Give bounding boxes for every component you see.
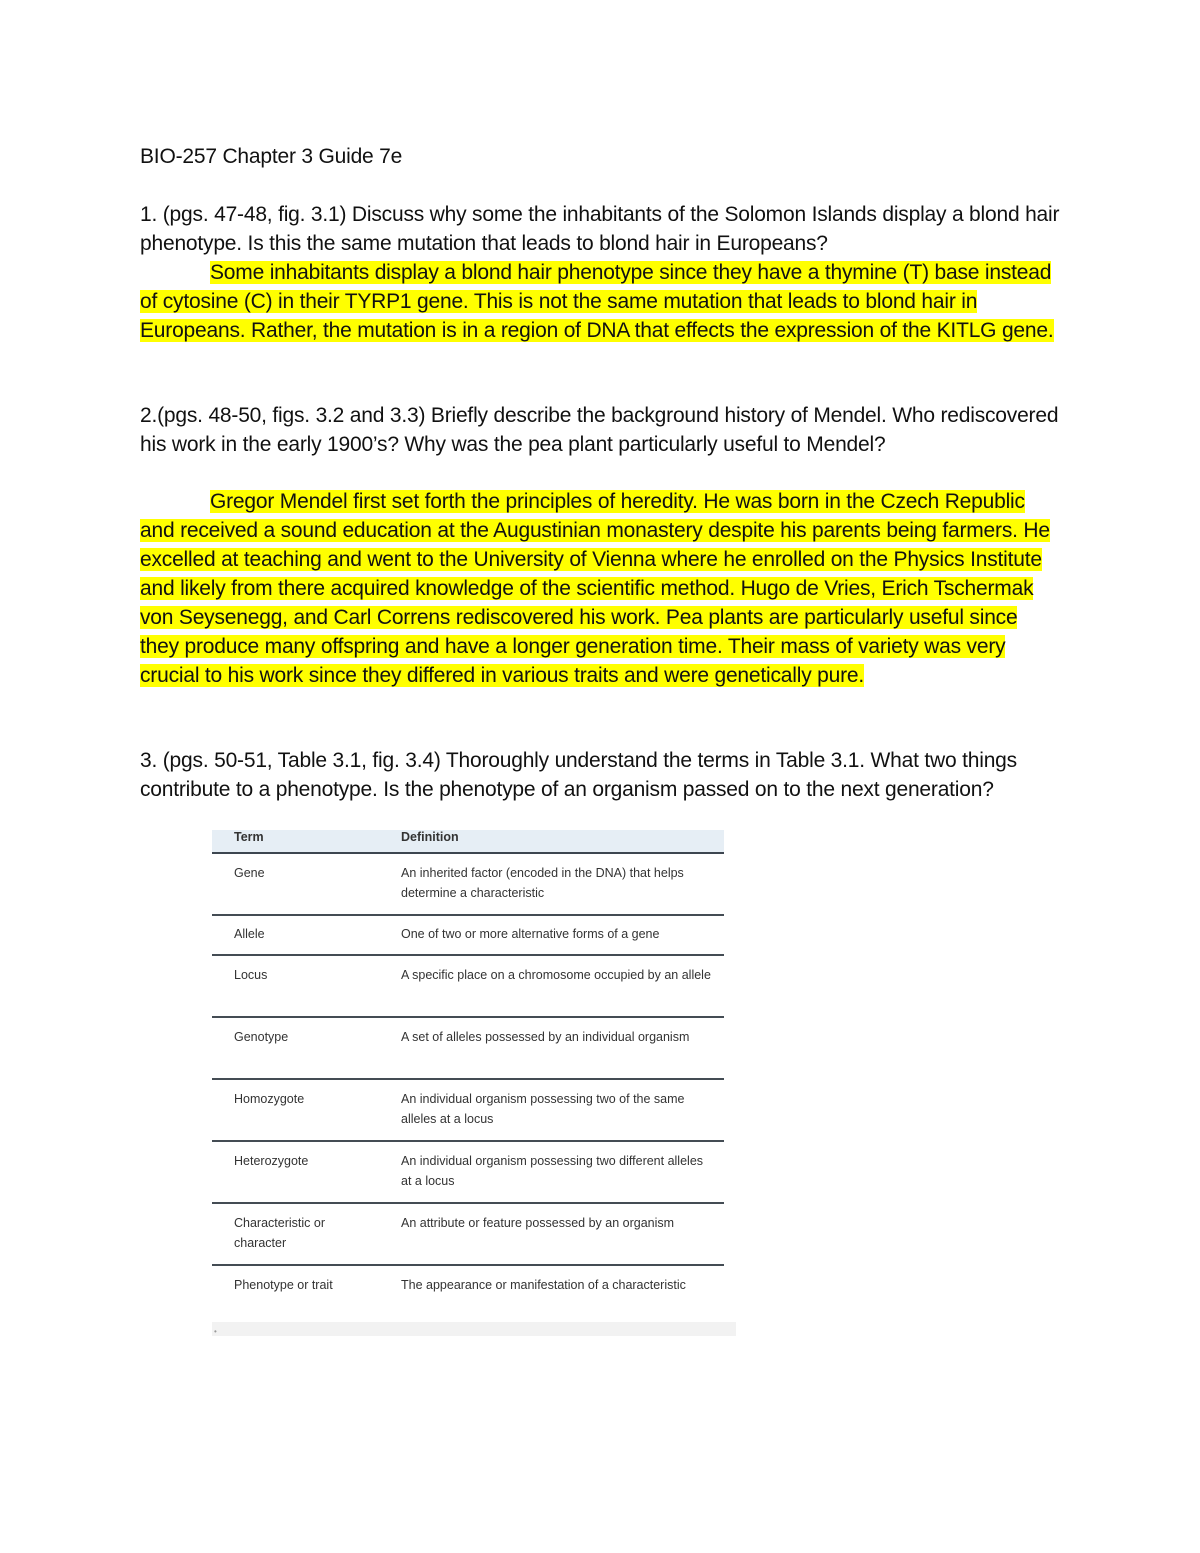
question-number: 1. bbox=[140, 203, 158, 226]
highlighted-answer: Gregor Mendel first set forth the principles of heredity. He was born in the Czech Republic and received a sound education at the Augustinian monastery despite his parents being farmers. He excelled at teaching and went to the University of Vienna where he enrolled on the Physics Institute and likely from there acquired knowledge of the scientific method. Hugo de Vries, Erich Tschermak von Seysenegg, and Carl Correns rediscovered his work. Pea plants are particularly useful since they produce many offspring and have a longer generation time. Their mass of variety was very crucial to his work since they differed in various traits and were genetically pure. bbox=[140, 490, 1050, 687]
table-definition: A specific place on a chromosome occupied by an allele bbox=[401, 968, 711, 982]
table-term: Gene bbox=[234, 866, 265, 880]
table-term: Homozygote bbox=[234, 1092, 305, 1106]
table-term: Genotype bbox=[234, 1030, 289, 1044]
question-1 bbox=[140, 200, 1060, 258]
table-header bbox=[212, 830, 724, 854]
question-3 bbox=[140, 746, 1060, 804]
question-prompt: (pgs. 50-51, Table 3.1, fig. 3.4) Thoroughly understand the terms in Table 3.1. What two things contribute to a phenotype. Is the phenotype of an organism passed on to the next generation? bbox=[140, 749, 1017, 801]
table-row bbox=[212, 956, 724, 1018]
table-definition: An individual organism possessing two different alleles at a locus bbox=[401, 1154, 704, 1188]
table-row bbox=[212, 1204, 724, 1266]
document-title: BIO-257 Chapter 3 Guide 7e bbox=[140, 145, 403, 168]
table-row bbox=[212, 1018, 724, 1080]
table-definition: A set of alleles possessed by an individual organism bbox=[401, 1030, 690, 1044]
table-header-definition: Definition bbox=[401, 830, 459, 844]
table-row bbox=[212, 1266, 724, 1322]
table-term: Allele bbox=[234, 927, 265, 941]
question-number: 2. bbox=[140, 404, 158, 427]
answer-2 bbox=[140, 487, 1060, 690]
table-definition: An individual organism possessing two of the same alleles at a locus bbox=[401, 1092, 685, 1126]
highlighted-answer: Some inhabitants display a blond hair phenotype since they have a thymine (T) base instead of cytosine (C) in their TYRP1 gene. This is not the same mutation that leads to blond hair in Europeans. Rather, the mutation is in a region of DNA that effects the expression of the KITLG gene. bbox=[140, 261, 1054, 342]
table-term: Heterozygote bbox=[234, 1154, 309, 1168]
table-row bbox=[212, 854, 724, 916]
answer-1 bbox=[140, 258, 1060, 345]
terms-table-image bbox=[212, 830, 736, 1336]
table-definition: An inherited factor (encoded in the DNA) that helps determine a characteristic bbox=[401, 866, 684, 900]
table-row bbox=[212, 1142, 724, 1204]
table-header-term: Term bbox=[234, 830, 264, 844]
footer-mark: • bbox=[214, 1327, 217, 1336]
question-prompt: (pgs. 47-48, fig. 3.1) Discuss why some the inhabitants of the Solomon Islands display a blond hair phenotype. Is this the same mutation that leads to blond hair in Europeans? bbox=[140, 203, 1060, 255]
table-term: Phenotype or trait bbox=[234, 1278, 333, 1292]
table-definition: The appearance or manifestation of a characteristic bbox=[401, 1278, 686, 1292]
question-2 bbox=[140, 401, 1060, 459]
table-definition: One of two or more alternative forms of a gene bbox=[401, 927, 660, 941]
table-row bbox=[212, 1080, 724, 1142]
table-term: Characteristic or character bbox=[234, 1216, 325, 1250]
table-term: Locus bbox=[234, 968, 268, 982]
table-footer-band bbox=[212, 1322, 736, 1336]
question-number: 3. bbox=[140, 749, 158, 772]
table-row bbox=[212, 916, 724, 956]
table-definition: An attribute or feature possessed by an organism bbox=[401, 1216, 675, 1230]
question-prompt: (pgs. 48-50, figs. 3.2 and 3.3) Briefly describe the background history of Mendel. Who rediscovered his work in the early 1900’s? Why was the pea plant particularly useful to Mendel? bbox=[140, 404, 1059, 456]
